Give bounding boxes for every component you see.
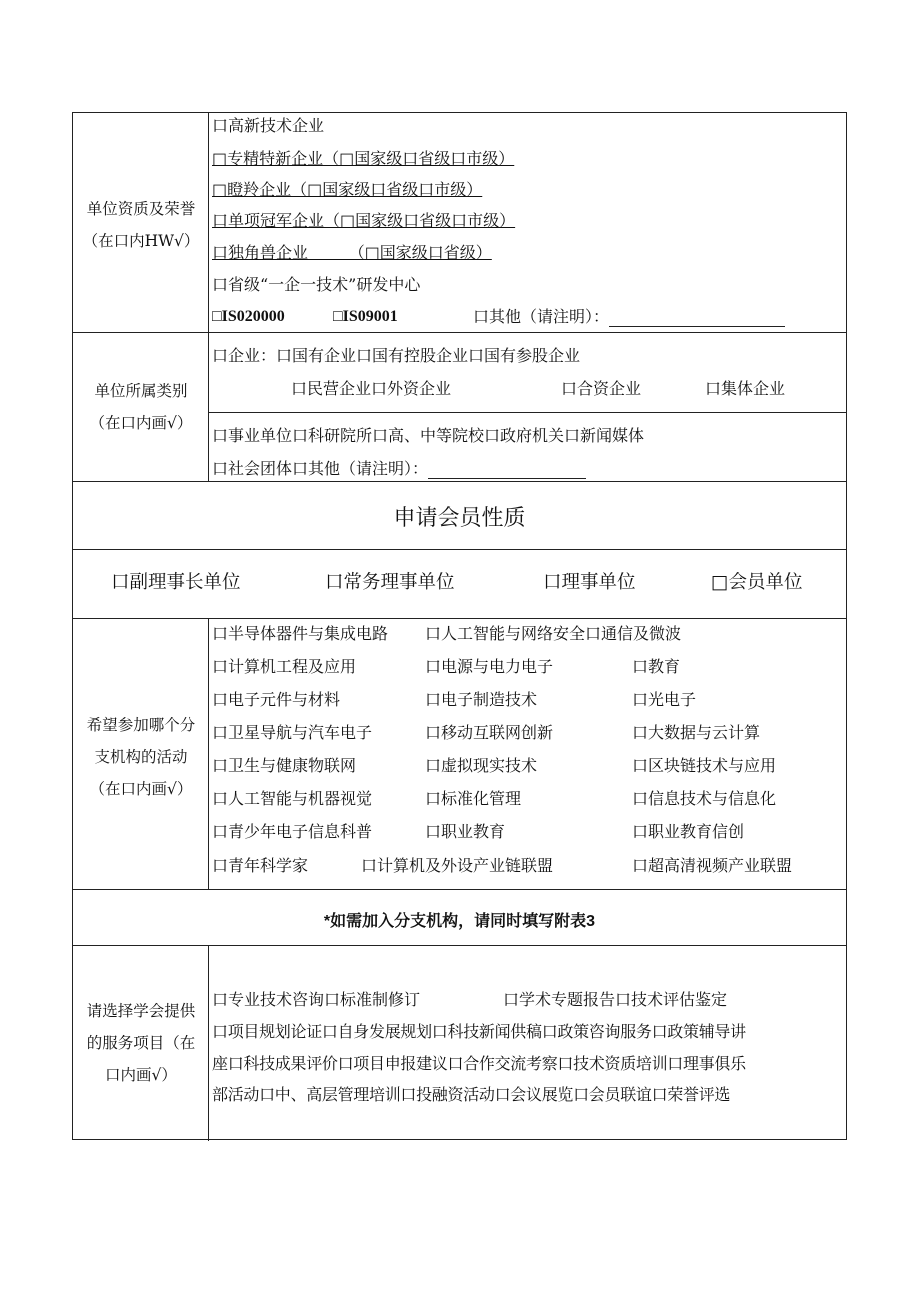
qualification-item[interactable]: 口省级“一企一技术”研发中心 (212, 275, 421, 294)
other-fill-line[interactable] (428, 460, 586, 479)
service-options[interactable]: 口项目规划论证口自身发展规划口科技新闻供稿口政策咨询服务口政策辅导讲 (212, 1022, 746, 1041)
row-divider (73, 618, 846, 619)
label-line: （在口内画√） (89, 414, 193, 432)
enterprise-options[interactable]: 口民营企业口外资企业 (291, 379, 452, 398)
label-line: （在口内画√） (89, 780, 193, 798)
row-divider (73, 889, 846, 890)
other-label: 口其他（请注明）： (473, 307, 610, 326)
row-divider (209, 412, 846, 413)
row-divider (73, 549, 846, 550)
row-divider (73, 332, 846, 333)
branch-option[interactable]: 口电子元件与材料 (212, 690, 341, 709)
branch-option[interactable]: 口移动互联网创新 (425, 723, 554, 742)
branch-option[interactable]: 口青少年电子信息科普 (212, 822, 373, 841)
membership-application-form (72, 112, 847, 1140)
label-line: 单位资质及荣誉 (86, 200, 196, 218)
qualification-item[interactable]: □瞪羚企业（□国家级口省级口市级） (212, 180, 483, 199)
branch-option[interactable]: 口电子制造技术 (425, 690, 538, 709)
qualification-item[interactable]: 口单项冠军企业（□国家级口省级口市级） (212, 211, 516, 230)
branch-option[interactable]: 口计算机及外设产业链联盟 (361, 856, 554, 875)
branch-option[interactable]: 口电源与电力电子 (425, 657, 554, 676)
other-fill-line[interactable] (609, 308, 785, 327)
label-line: 口内画√） (105, 1066, 177, 1084)
other-label: 口社会团体口其他（请注明）： (212, 459, 429, 478)
enterprise-options[interactable]: 口集体企业 (705, 379, 786, 398)
branch-option[interactable]: 口虚拟现实技术 (425, 756, 538, 775)
branch-option[interactable]: 口人工智能与机器视觉 (212, 789, 373, 808)
branch-option[interactable]: 口职业教育信创 (632, 822, 745, 841)
services-label (73, 995, 209, 1091)
other-qualification[interactable] (473, 307, 785, 327)
branch-option[interactable]: 口青年科学家 (212, 856, 309, 875)
row-divider (73, 481, 846, 482)
enterprise-options[interactable]: 口企业：口国有企业口国有控股企业口国有参股企业 (212, 346, 581, 365)
membership-option[interactable]: 口理事单位 (543, 572, 636, 593)
membership-option[interactable]: 口常务理事单位 (325, 572, 455, 593)
qualification-item[interactable]: □专精特新企业（□国家级口省级口市级） (212, 149, 515, 168)
qualification-item[interactable]: 口独角兽企业 （□国家级口省级） (212, 243, 492, 262)
branch-option[interactable]: 口区块链技术与应用 (632, 756, 777, 775)
branch-option[interactable]: 口信息技术与信息化 (632, 789, 777, 808)
label-line: 单位所属类别 (94, 382, 188, 400)
label-line: 请选择学会提供 (86, 1002, 196, 1020)
branch-option[interactable]: 口卫星导航与汽车电子 (212, 723, 373, 742)
iso9001-checkbox[interactable]: □IS09001 (333, 308, 398, 325)
branch-option[interactable]: 口超高清视频产业联盟 (632, 856, 793, 875)
branch-option[interactable]: 口卫生与健康物联网 (212, 756, 357, 775)
membership-title: 申请会员性质 (393, 506, 526, 531)
branch-option[interactable]: 口大数据与云计算 (632, 723, 761, 742)
branch-option[interactable]: 口光电子 (632, 690, 697, 709)
category-label (73, 375, 209, 439)
membership-option[interactable]: 口副理事长单位 (111, 572, 241, 593)
service-options[interactable]: 部活动口中、高层管理培训口投融资活动口会议展览口会员联谊口荣誉评选 (212, 1085, 731, 1104)
service-options[interactable]: 口专业技术咨询口标准制修订 (212, 990, 421, 1009)
branch-note: *如需加入分支机构，请同时填写附表3 (323, 913, 596, 930)
label-line: 希望参加哪个分 (86, 716, 196, 734)
label-line: （在口内HW√） (82, 232, 200, 250)
enterprise-options[interactable]: 口合资企业 (561, 379, 642, 398)
qualification-label (73, 193, 209, 257)
public-options[interactable] (212, 459, 586, 479)
service-options[interactable]: 座口科技成果评价口项目申报建议口合作交流考察口技术资质培训口理事俱乐 (212, 1054, 746, 1073)
branch-option[interactable]: 口职业教育 (425, 822, 506, 841)
branch-option[interactable]: 口标准化管理 (425, 789, 522, 808)
membership-option[interactable]: □会员单位 (711, 572, 803, 593)
branch-option[interactable]: 口计算机工程及应用 (212, 657, 357, 676)
public-options[interactable]: 口事业单位口科研院所口高、中等院校口政府机关口新闻媒体 (212, 426, 645, 445)
service-options[interactable]: 口学术专题报告口技术评估鉴定 (503, 990, 728, 1009)
branch-option[interactable]: 口半导体器件与集成电路 (212, 624, 389, 643)
branches-label (73, 709, 209, 805)
branch-option[interactable]: 口教育 (632, 657, 681, 676)
row-divider (73, 945, 846, 946)
qualification-item[interactable]: 口高新技术企业 (212, 116, 325, 135)
label-line: 的服务项目（在 (86, 1034, 196, 1052)
iso20000-checkbox[interactable]: □IS020000 (212, 308, 285, 325)
branch-option[interactable]: 口人工智能与网络安全口通信及微波 (425, 624, 682, 643)
label-line: 支机构的活动 (94, 748, 188, 766)
